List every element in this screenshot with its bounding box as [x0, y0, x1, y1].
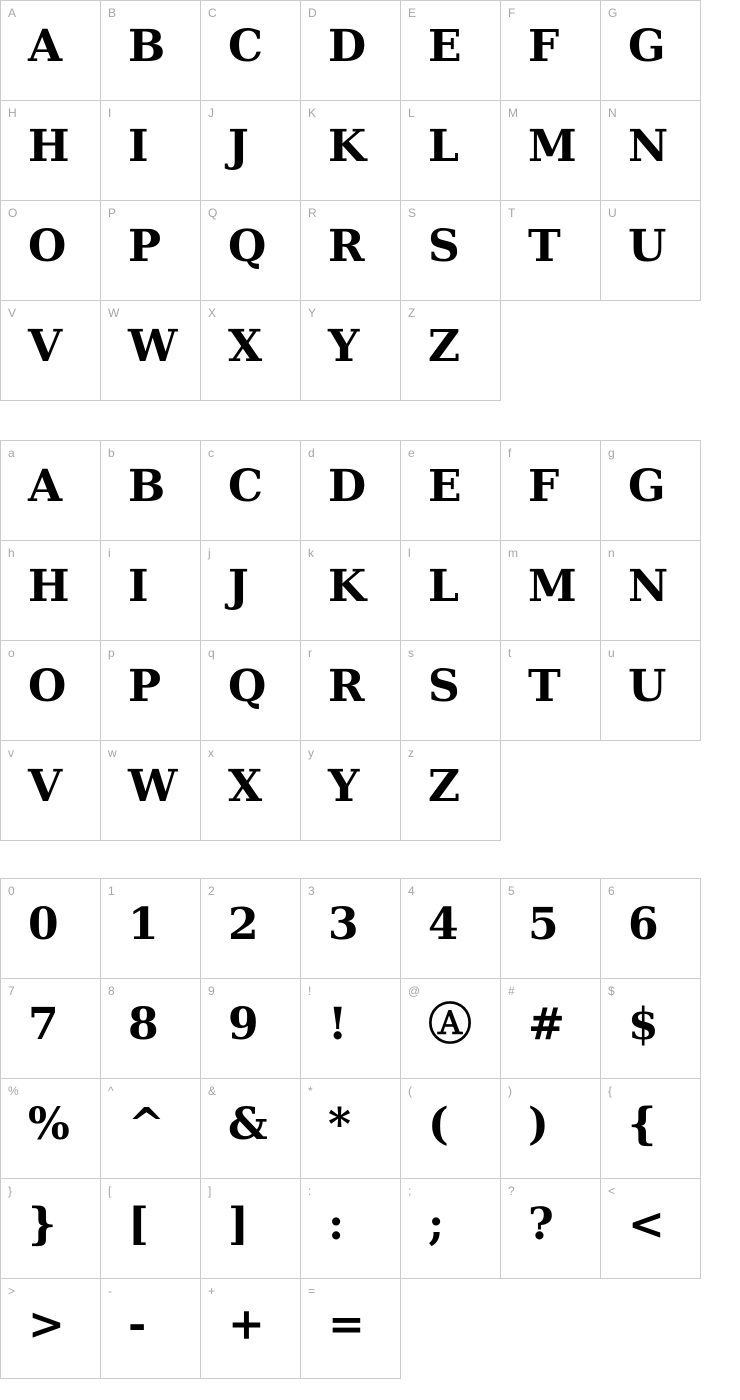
cell-glyph: H [28, 561, 70, 612]
cell-label: k [308, 546, 314, 560]
glyph-cell [200, 740, 301, 841]
glyph-cell [100, 1278, 201, 1379]
cell-glyph: Z [428, 761, 461, 812]
cell-label: j [208, 546, 211, 560]
cell-label: ] [208, 1184, 212, 1198]
glyph-cell [400, 0, 501, 101]
cell-label: 8 [108, 984, 115, 998]
cell-label: Y [308, 306, 317, 320]
glyph-cell [0, 540, 101, 641]
glyph-cell [500, 200, 601, 301]
glyph-cell [400, 100, 501, 201]
glyph-cell [0, 300, 101, 401]
glyph-cell [300, 1178, 401, 1279]
cell-label: + [208, 1284, 216, 1298]
glyph-cell [100, 640, 201, 741]
cell-glyph: F [528, 21, 560, 72]
glyph-cell [300, 300, 401, 401]
glyph-cell [0, 878, 101, 979]
cell-label: ) [508, 1084, 512, 1098]
cell-label: J [208, 106, 214, 120]
cell-glyph: M [528, 121, 577, 172]
cell-label: L [408, 106, 415, 120]
cell-glyph: P [128, 661, 162, 712]
glyph-cell [400, 1078, 501, 1179]
glyph-cell [500, 540, 601, 641]
glyph-cell [100, 740, 201, 841]
cell-label: m [508, 546, 518, 560]
cell-label: o [8, 646, 15, 660]
cell-glyph: 0 [28, 899, 59, 950]
cell-label: s [408, 646, 414, 660]
cell-label: C [208, 6, 217, 20]
cell-label: y [308, 746, 314, 760]
glyph-cell [100, 200, 201, 301]
glyph-cell [400, 440, 501, 541]
cell-label: 1 [108, 884, 115, 898]
cell-glyph: A [28, 461, 63, 512]
glyph-cell [200, 440, 301, 541]
cell-glyph: E [428, 21, 462, 72]
charmap-row [0, 540, 701, 641]
cell-label: ( [408, 1084, 412, 1098]
cell-label: # [508, 984, 515, 998]
cell-glyph: # [528, 999, 565, 1050]
glyph-cell [600, 1078, 701, 1179]
cell-label: H [8, 106, 17, 120]
cell-glyph: ( [428, 1099, 449, 1150]
cell-glyph: S [428, 221, 460, 272]
cell-label: t [508, 646, 512, 660]
glyph-cell [300, 640, 401, 741]
cell-glyph: & [228, 1099, 268, 1150]
charmap-row [0, 1178, 701, 1279]
cell-glyph: N [628, 121, 669, 172]
glyph-cell [0, 200, 101, 301]
cell-glyph: U [628, 661, 667, 712]
glyph-cell [300, 978, 401, 1079]
cell-glyph: % [28, 1099, 70, 1150]
cell-label: > [8, 1284, 16, 1298]
cell-glyph: B [128, 21, 166, 72]
cell-glyph: ! [328, 999, 348, 1050]
cell-label: u [608, 646, 615, 660]
cell-glyph: Ⓐ [428, 999, 472, 1050]
cell-glyph: O [28, 221, 67, 272]
cell-label: D [308, 6, 317, 20]
charmap-row [0, 640, 701, 741]
cell-label: < [608, 1184, 616, 1198]
glyph-cell [300, 100, 401, 201]
glyph-cell [200, 640, 301, 741]
cell-label: x [208, 746, 214, 760]
cell-label: % [8, 1084, 19, 1098]
cell-glyph: N [628, 561, 669, 612]
cell-glyph: 9 [228, 999, 259, 1050]
glyph-cell [600, 640, 701, 741]
cell-label: p [108, 646, 115, 660]
cell-glyph: ] [228, 1199, 249, 1250]
cell-glyph: Y [328, 761, 360, 812]
cell-label: 9 [208, 984, 215, 998]
cell-label: ^ [108, 1084, 114, 1098]
cell-label: S [408, 206, 417, 220]
cell-glyph: ) [528, 1099, 549, 1150]
cell-label: n [608, 546, 615, 560]
glyph-cell [400, 640, 501, 741]
glyph-cell [200, 878, 301, 979]
cell-glyph: G [628, 21, 666, 72]
cell-glyph: Y [328, 321, 360, 372]
cell-glyph: 6 [628, 899, 659, 950]
glyph-cell [600, 1178, 701, 1279]
cell-glyph: X [228, 761, 263, 812]
cell-glyph: I [128, 121, 149, 172]
glyph-cell [200, 1078, 301, 1179]
cell-label: - [108, 1284, 112, 1298]
cell-glyph: F [528, 461, 560, 512]
charmap-row [0, 878, 701, 979]
cell-label: Z [408, 306, 416, 320]
glyph-cell [600, 200, 701, 301]
cell-label: : [308, 1184, 312, 1198]
glyph-cell [500, 1078, 601, 1179]
glyph-cell [400, 540, 501, 641]
cell-glyph: D [328, 461, 367, 512]
cell-label: $ [608, 984, 615, 998]
glyph-cell [200, 1178, 301, 1279]
charmap-row [0, 1078, 701, 1179]
glyph-cell [500, 440, 601, 541]
cell-label: a [8, 446, 15, 460]
cell-glyph: I [128, 561, 149, 612]
cell-glyph: > [28, 1299, 65, 1350]
cell-label: A [8, 6, 17, 20]
cell-glyph: S [428, 661, 460, 712]
glyph-cell [200, 300, 301, 401]
cell-glyph: T [528, 221, 561, 272]
glyph-cell [0, 1178, 101, 1279]
cell-glyph: B [128, 461, 166, 512]
glyph-cell [600, 540, 701, 641]
cell-label: q [208, 646, 215, 660]
cell-glyph: 2 [228, 899, 259, 950]
glyph-cell [300, 740, 401, 841]
cell-glyph: U [628, 221, 667, 272]
cell-glyph: W [128, 321, 178, 372]
cell-label: G [608, 6, 618, 20]
charmap-row [0, 440, 701, 541]
cell-glyph: Q [228, 221, 267, 272]
charmap-block-uppercase-letters [0, 0, 701, 401]
glyph-cell [500, 978, 601, 1079]
glyph-cell [100, 440, 201, 541]
glyph-cell [100, 540, 201, 641]
cell-glyph: Z [428, 321, 461, 372]
cell-label: r [308, 646, 312, 660]
cell-glyph: 7 [28, 999, 59, 1050]
glyph-cell [500, 0, 601, 101]
cell-glyph: J [228, 561, 249, 612]
cell-glyph: M [528, 561, 577, 612]
cell-label: Q [208, 206, 218, 220]
glyph-cell [500, 878, 601, 979]
glyph-cell [200, 1278, 301, 1379]
charmap-row [0, 200, 701, 301]
cell-glyph: - [128, 1299, 147, 1350]
cell-glyph: T [528, 661, 561, 712]
cell-glyph: : [328, 1199, 345, 1250]
glyph-cell [600, 0, 701, 101]
cell-glyph: H [28, 121, 70, 172]
cell-glyph: } [28, 1199, 57, 1250]
glyph-cell [400, 740, 501, 841]
glyph-cell [200, 200, 301, 301]
glyph-cell [100, 978, 201, 1079]
cell-label: U [608, 206, 617, 220]
cell-label: * [308, 1084, 313, 1098]
cell-label: & [208, 1084, 217, 1098]
cell-label: = [308, 1284, 316, 1298]
cell-glyph: 3 [328, 899, 359, 950]
cell-glyph: ? [528, 1199, 554, 1250]
cell-label: W [108, 306, 120, 320]
cell-label: e [408, 446, 415, 460]
cell-label: F [508, 6, 516, 20]
cell-label: ? [508, 1184, 515, 1198]
cell-glyph: X [228, 321, 263, 372]
cell-label: } [8, 1184, 13, 1198]
glyph-cell [400, 878, 501, 979]
cell-label: K [308, 106, 317, 120]
glyph-cell [200, 100, 301, 201]
cell-label: P [108, 206, 117, 220]
cell-glyph: Q [228, 661, 267, 712]
cell-glyph: 8 [128, 999, 159, 1050]
cell-glyph: V [28, 321, 63, 372]
cell-label: g [608, 446, 615, 460]
cell-glyph: G [628, 461, 666, 512]
cell-label: 4 [408, 884, 415, 898]
cell-label: b [108, 446, 115, 460]
cell-glyph: K [328, 561, 367, 612]
glyph-cell [300, 540, 401, 641]
cell-label: T [508, 206, 516, 220]
cell-label: 6 [608, 884, 615, 898]
cell-label: V [8, 306, 17, 320]
cell-label: E [408, 6, 417, 20]
glyph-cell [100, 100, 201, 201]
cell-glyph: K [328, 121, 367, 172]
cell-glyph: V [28, 761, 63, 812]
glyph-cell [600, 878, 701, 979]
cell-glyph: ; [428, 1199, 445, 1250]
glyph-cell [500, 100, 601, 201]
glyph-cell [300, 1078, 401, 1179]
cell-glyph: * [328, 1099, 352, 1150]
cell-glyph: R [328, 221, 365, 272]
cell-label: M [508, 106, 518, 120]
charmap-row [0, 1278, 701, 1379]
glyph-cell [300, 1278, 401, 1379]
glyph-cell [400, 978, 501, 1079]
glyph-cell [0, 740, 101, 841]
glyph-cell [400, 300, 501, 401]
glyph-cell [0, 0, 101, 101]
cell-glyph: J [228, 121, 249, 172]
glyph-cell [200, 978, 301, 1079]
glyph-cell [300, 0, 401, 101]
cell-label: z [408, 746, 414, 760]
glyph-cell [100, 300, 201, 401]
glyph-cell [300, 878, 401, 979]
glyph-cell [400, 200, 501, 301]
cell-glyph: = [328, 1299, 365, 1350]
cell-label: v [8, 746, 14, 760]
cell-glyph: L [428, 561, 459, 612]
cell-label: w [108, 746, 117, 760]
cell-glyph: [ [128, 1199, 149, 1250]
cell-glyph: + [228, 1299, 265, 1350]
cell-glyph: O [28, 661, 67, 712]
cell-glyph: R [328, 661, 365, 712]
glyph-cell [100, 0, 201, 101]
charmap-block-lowercase-letters [0, 440, 701, 841]
glyph-cell [100, 878, 201, 979]
cell-label: 7 [8, 984, 15, 998]
cell-label: 0 [8, 884, 15, 898]
charmap-block-numbers-symbols [0, 878, 701, 1379]
glyph-cell [200, 0, 301, 101]
charmap-row [0, 100, 701, 201]
glyph-cell [100, 1078, 201, 1179]
glyph-cell [300, 440, 401, 541]
cell-label: 3 [308, 884, 315, 898]
cell-label: I [108, 106, 112, 120]
cell-label: ! [308, 984, 312, 998]
cell-glyph: P [128, 221, 162, 272]
cell-label: { [608, 1084, 613, 1098]
cell-label: O [8, 206, 18, 220]
cell-label: i [108, 546, 111, 560]
glyph-cell [0, 978, 101, 1079]
glyph-cell [300, 200, 401, 301]
cell-glyph: 1 [128, 899, 159, 950]
cell-label: h [8, 546, 15, 560]
glyph-cell [600, 100, 701, 201]
glyph-cell [0, 1278, 101, 1379]
cell-glyph: W [128, 761, 178, 812]
charmap-row [0, 300, 701, 401]
cell-label: 2 [208, 884, 215, 898]
glyph-cell [200, 540, 301, 641]
cell-glyph: C [228, 461, 264, 512]
cell-glyph: A [28, 21, 63, 72]
glyph-cell [600, 440, 701, 541]
cell-glyph: 5 [528, 899, 559, 950]
cell-label: 5 [508, 884, 515, 898]
cell-glyph: C [228, 21, 264, 72]
charmap-row [0, 0, 701, 101]
cell-label: ; [408, 1184, 412, 1198]
glyph-cell [0, 640, 101, 741]
glyph-cell [100, 1178, 201, 1279]
cell-label: f [508, 446, 512, 460]
cell-label: c [208, 446, 214, 460]
cell-glyph: $ [628, 999, 659, 1050]
cell-glyph: ^ [128, 1099, 165, 1150]
glyph-cell [0, 100, 101, 201]
glyph-cell [500, 640, 601, 741]
cell-label: X [208, 306, 217, 320]
cell-label: @ [408, 984, 421, 998]
cell-label: [ [108, 1184, 112, 1198]
cell-glyph: D [328, 21, 367, 72]
cell-glyph: < [628, 1199, 665, 1250]
cell-label: B [108, 6, 117, 20]
glyph-cell [0, 440, 101, 541]
cell-label: l [408, 546, 411, 560]
glyph-cell [500, 1178, 601, 1279]
cell-label: d [308, 446, 315, 460]
cell-label: N [608, 106, 617, 120]
glyph-cell [400, 1178, 501, 1279]
glyph-cell [600, 978, 701, 1079]
charmap-row [0, 740, 701, 841]
glyph-cell [0, 1078, 101, 1179]
cell-glyph: E [428, 461, 462, 512]
cell-glyph: { [628, 1099, 657, 1150]
cell-glyph: L [428, 121, 459, 172]
cell-label: R [308, 206, 317, 220]
charmap-row [0, 978, 701, 1079]
cell-glyph: 4 [428, 899, 459, 950]
